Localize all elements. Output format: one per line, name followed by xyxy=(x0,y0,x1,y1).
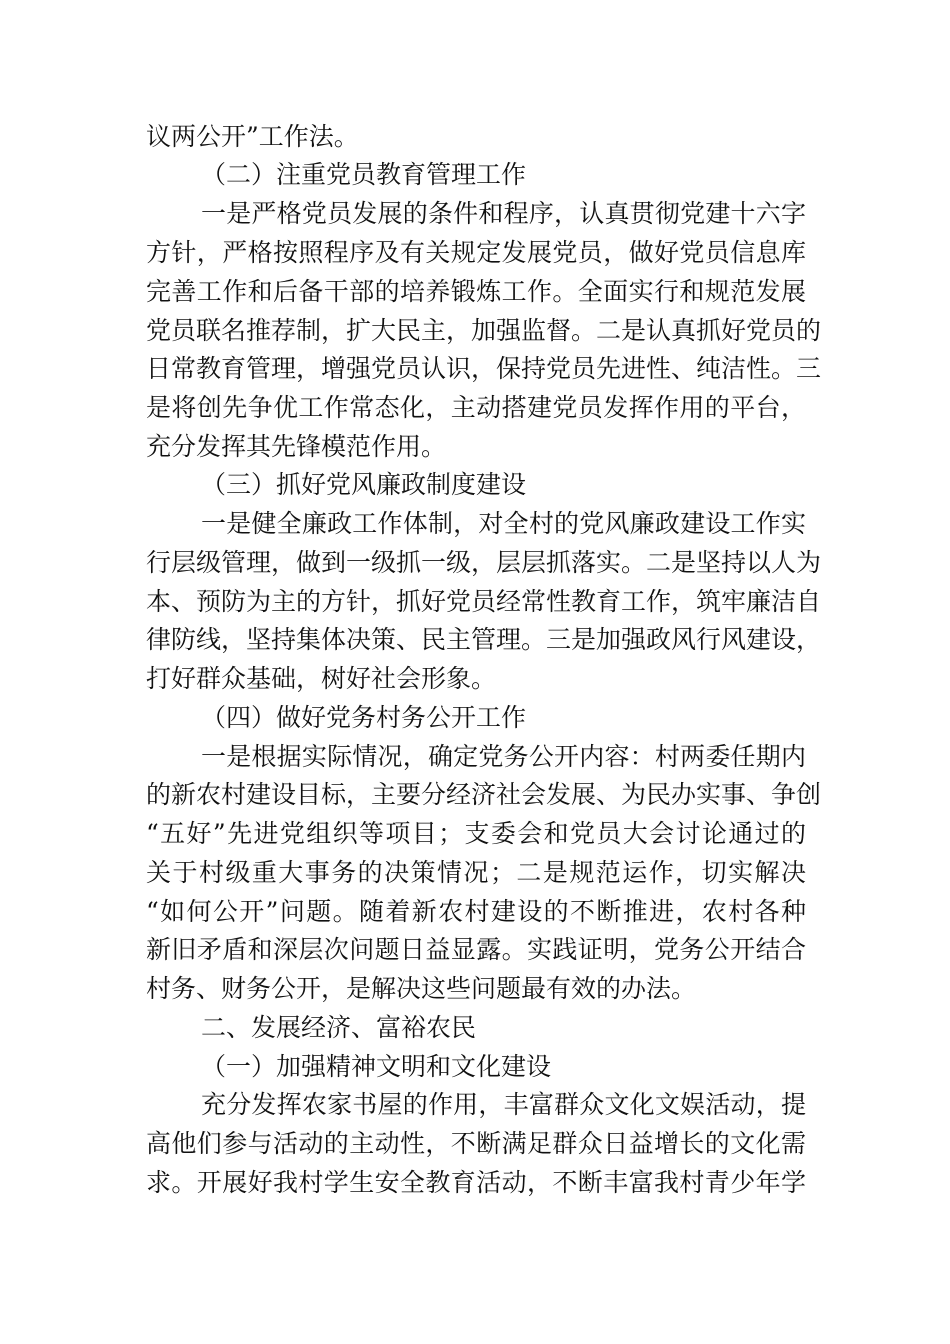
body-text-line: 党员联名推荐制，扩大民主，加强监督。二是认真抓好党员的 xyxy=(146,316,822,345)
body-text-line: 一是根据实际情况，确定党务公开内容：村两委任期内 xyxy=(201,742,806,771)
body-text-line: 打好群众基础，树好社会形象。 xyxy=(146,664,497,693)
body-text-line: “如何公开”问题。随着新农村建设的不断推进，农村各种 xyxy=(146,897,806,926)
body-text-line: 方针，严格按照程序及有关规定发展党员，做好党员信息库 xyxy=(146,238,806,267)
body-text-line: 一是严格党员发展的条件和程序，认真贯彻党建十六字 xyxy=(201,199,806,228)
body-text-line: 律防线，坚持集体决策、民主管理。三是加强政风行风建设， xyxy=(146,625,822,654)
section-heading: （四）做好党务村务公开工作 xyxy=(201,703,527,732)
body-text-line: 是将创先争优工作常态化，主动搭建党员发挥作用的平台， xyxy=(146,393,806,422)
body-text-line: 一是健全廉政工作体制，对全村的党风廉政建设工作实 xyxy=(201,509,806,538)
paragraph-continuation: 议两公开”工作法。 xyxy=(146,122,359,151)
body-text-line: 本、预防为主的方针，抓好党员经常性教育工作，筑牢廉洁自 xyxy=(146,587,822,616)
body-text-line: 完善工作和后备干部的培养锻炼工作。全面实行和规范发展 xyxy=(146,277,806,306)
body-text-line: 行层级管理，做到一级抓一级，层层抓落实。二是坚持以人为 xyxy=(146,548,822,577)
section-heading: （一）加强精神文明和文化建设 xyxy=(201,1052,552,1081)
body-text-line: 关于村级重大事务的决策情况；二是规范运作，切实解决 xyxy=(146,858,806,887)
body-text-line: 求。开展好我村学生安全教育活动，不断丰富我村青少年学 xyxy=(146,1168,806,1197)
body-text-line: 充分发挥其先锋模范作用。 xyxy=(146,432,447,461)
body-text-line: 充分发挥农家书屋的作用，丰富群众文化文娱活动，提 xyxy=(201,1090,806,1119)
body-text-line: 日常教育管理，增强党员认识，保持党员先进性、纯洁性。三 xyxy=(146,354,822,383)
body-text-line: 新旧矛盾和深层次问题日益显露。实践证明，党务公开结合 xyxy=(146,935,806,964)
body-text-line: 村务、财务公开，是解决这些问题最有效的办法。 xyxy=(146,974,697,1003)
chapter-heading: 二、发展经济、富裕农民 xyxy=(201,1013,477,1042)
body-text-line: 的新农村建设目标，主要分经济社会发展、为民办实事、争创 xyxy=(146,780,822,809)
body-text-line: 高他们参与活动的主动性，不断满足群众日益增长的文化需 xyxy=(146,1129,806,1158)
section-heading: （二）注重党员教育管理工作 xyxy=(201,160,527,189)
section-heading: （三）抓好党风廉政制度建设 xyxy=(201,470,527,499)
body-text-line: “五好”先进党组织等项目；支委会和党员大会讨论通过的 xyxy=(146,819,806,848)
